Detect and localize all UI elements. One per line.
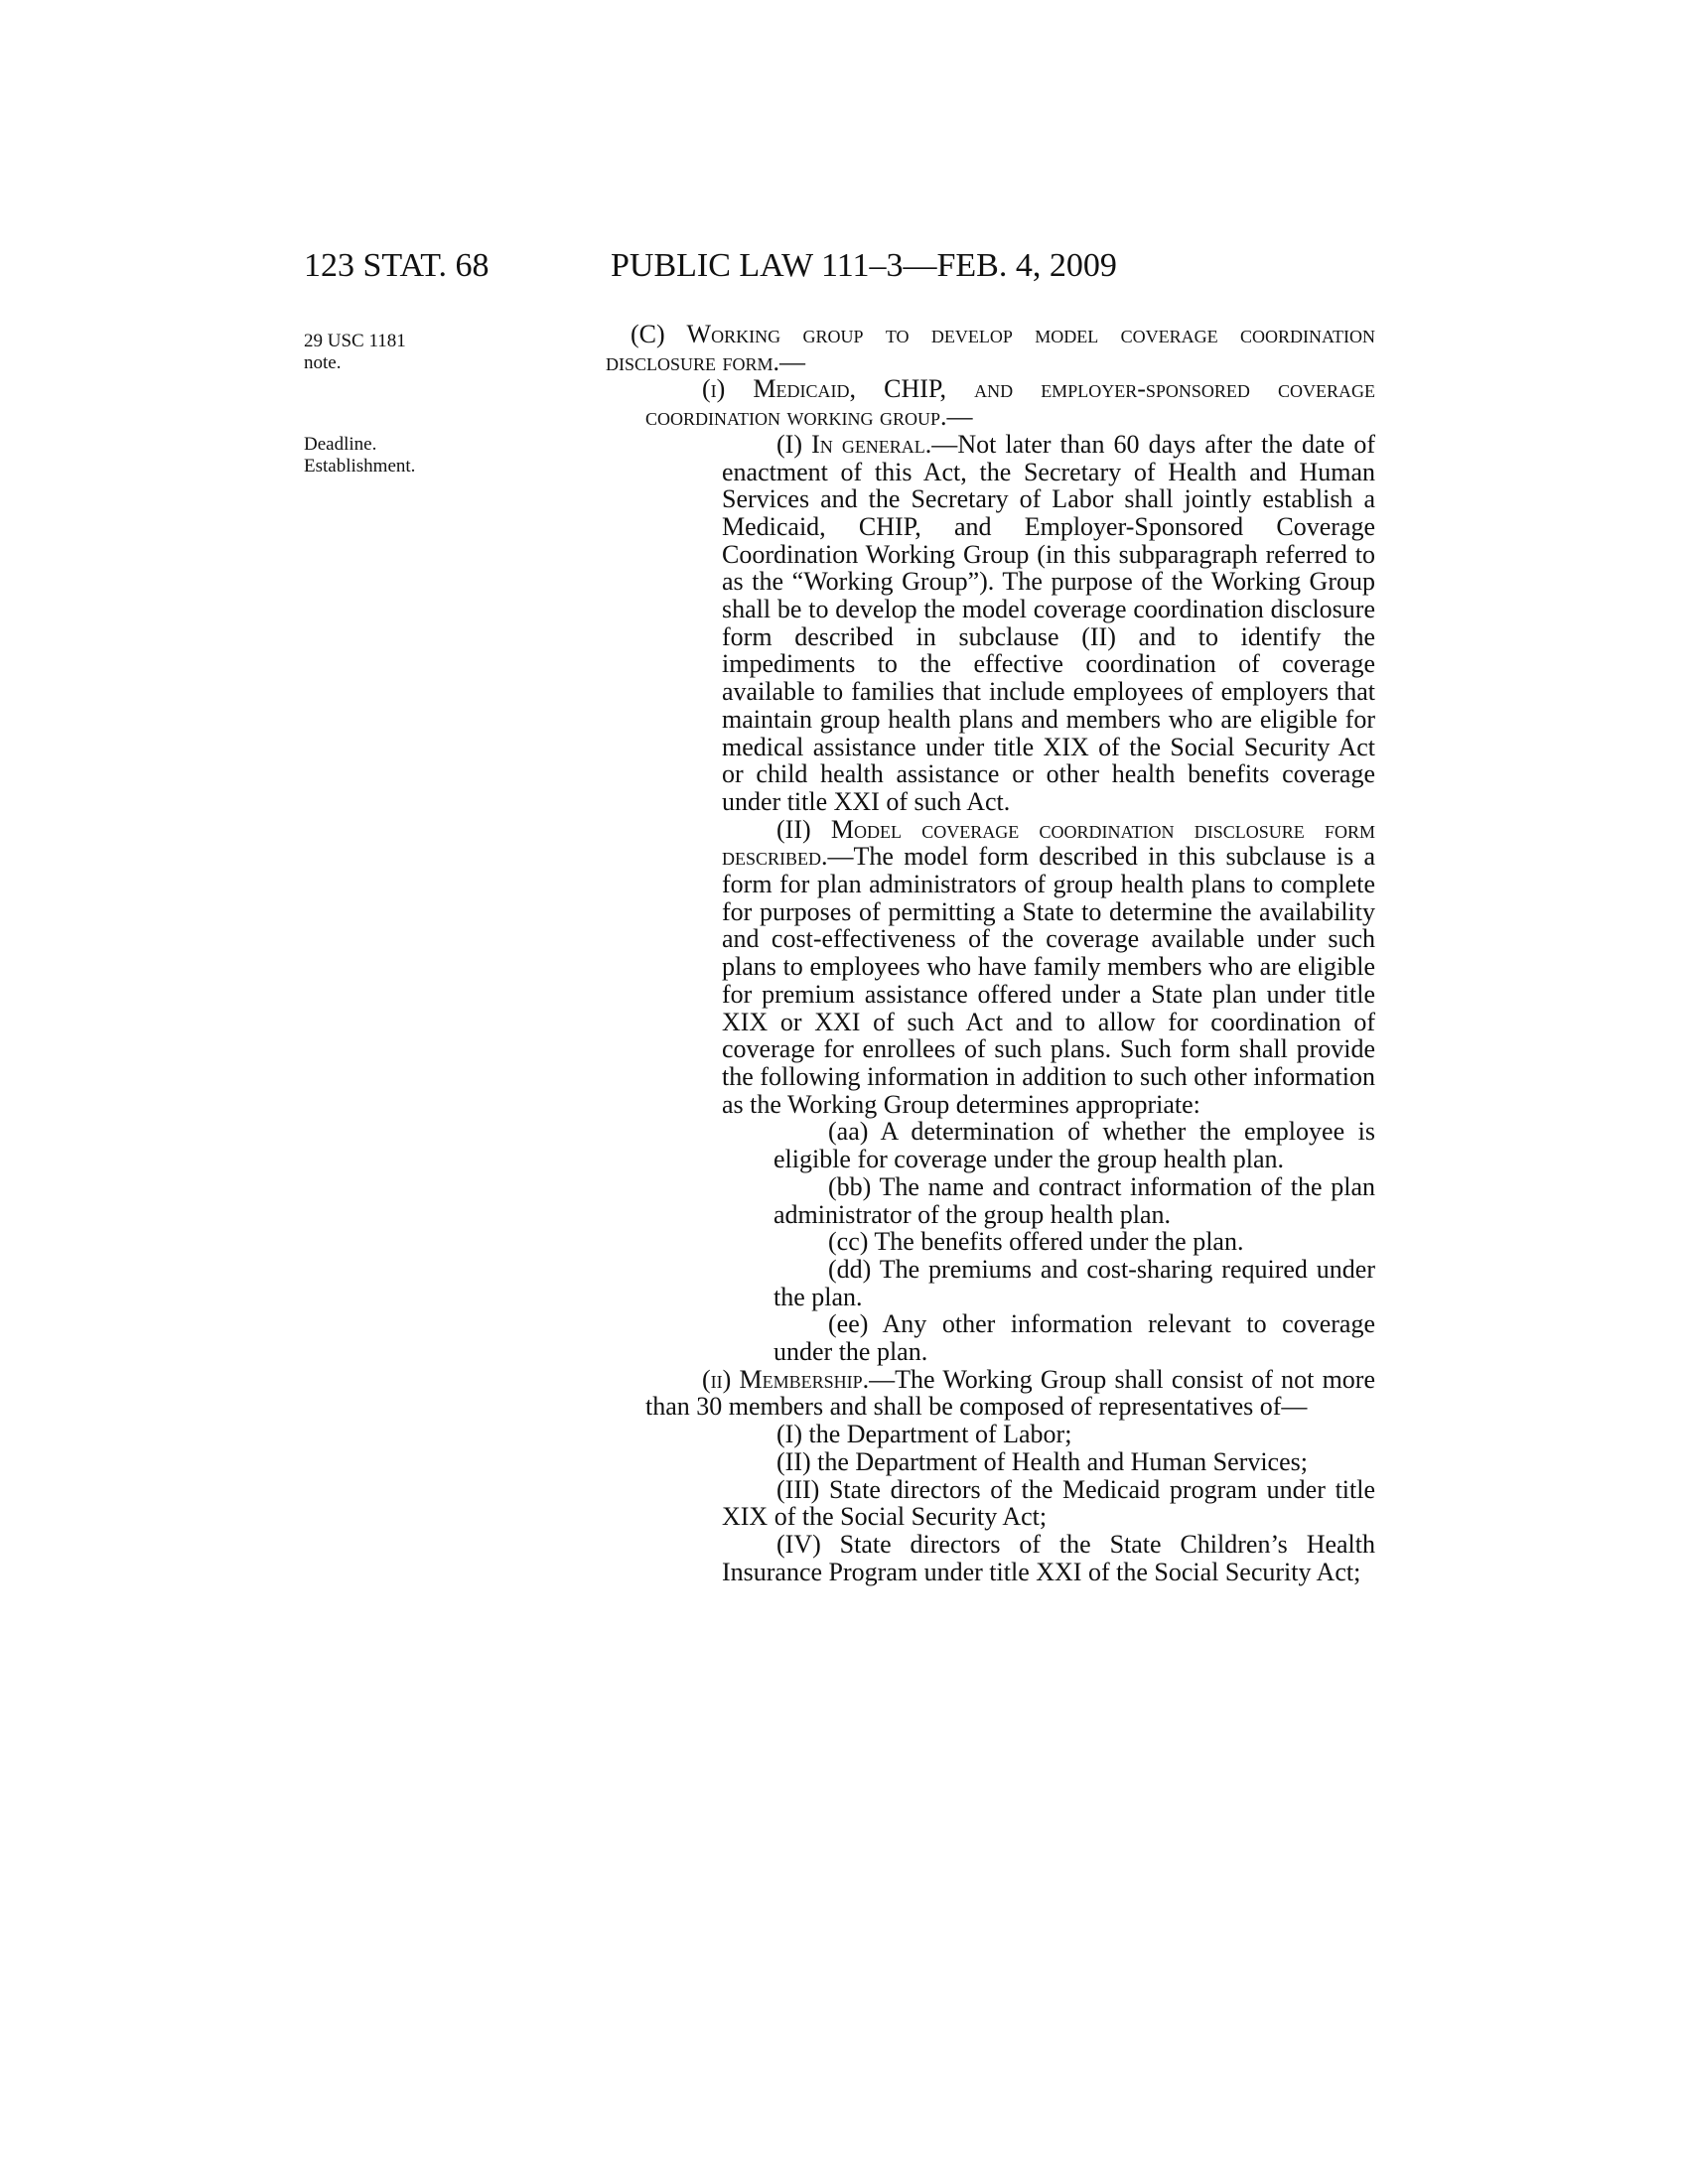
page-title: PUBLIC LAW 111–3—FEB. 4, 2009: [611, 247, 1117, 284]
member-I: (I) the Department of Labor;: [776, 1420, 1072, 1449]
margin-note-usc-line2: note.: [304, 352, 342, 373]
subclause-II-heading: (II) Model coverage coordination disclosure form described.—: [722, 814, 1375, 872]
item-dd: (dd) The premiums and cost-sharing required under the plan.: [774, 1254, 1375, 1311]
clause-ii: [606, 1366, 1375, 1421]
statute-body: [606, 321, 1375, 1585]
subclause-I-text: Not later than 60 days after the date of enactment of this Act, the Secretary of Health and Human Services and the Secretary of Labor shall jointly establish a Medicaid, CHIP, and Employer-Sponsored Coverage Coordination Working Group (in this subparagraph referred to as the “Working Group”). The purpose of the Working Group shall be to develop the model coverage coordination disclosure form described in subclause (II) and to identify the impediments to the effective coordination of coverage available to families that include employees of employers that maintain group health plans and members who are eligible for medical assistance under title XIX of the Social Security Act or child health assistance or other health benefits coverage under title XXI of such Act.: [722, 429, 1376, 816]
member-IV: (IV) State directors of the State Children’s Health Insurance Program under title XXI of the Social Security Act;: [722, 1529, 1375, 1586]
margin-note-deadline-line2: Establishment.: [304, 456, 416, 477]
stat-citation: 123 STAT. 68: [304, 247, 490, 284]
clause-ii-heading: (ii) Membership.—: [702, 1364, 896, 1394]
member-II: (II) the Department of Health and Human Services;: [776, 1446, 1308, 1476]
margin-note-usc: [304, 331, 473, 374]
item-ee: (ee) Any other information relevant to coverage under the plan.: [774, 1309, 1375, 1367]
margin-note-deadline: [304, 434, 473, 478]
subclause-II-text: The model form described in this subclause is a form for plan administrators of group health plans to complete for purposes of permitting a State to determine the availability and cost-effectiveness of the coverage available under such plans to employees who have family members who are eligible for premium assistance offered under a State plan under title XIX or XXI of such Act and to allow for coordination of coverage for enrollees of such plans. Such form shall provide the following information in addition to such other information as the Working Group determines appropriate:: [722, 842, 1375, 1119]
member-III: (III) State directors of the Medicaid program under title XIX of the Social Security Act;: [722, 1474, 1375, 1532]
subclause-II: [606, 816, 1375, 1119]
clause-i-heading: (i) Medicaid, CHIP, and employer-sponsored coverage coordination working group.—: [645, 374, 1375, 432]
subparagraph-c-heading: (C) Working group to develop model coverage coordination disclosure form.—: [606, 320, 1375, 376]
item-aa: (aa) A determination of whether the employee is eligible for coverage under the group health plan.: [774, 1117, 1375, 1174]
margin-note-deadline-line1: Deadline.: [304, 434, 377, 455]
item-cc: (cc) The benefits offered under the plan.: [828, 1227, 1244, 1257]
subclause-I-heading: (I) In general.—: [776, 429, 958, 459]
subclause-I: [606, 431, 1375, 816]
item-bb: (bb) The name and contract information of the plan administrator of the group health plan.: [774, 1171, 1375, 1229]
margin-note-usc-line1: 29 USC 1181: [304, 331, 406, 351]
clause-ii-text: The Working Group shall consist of not more than 30 members and shall be composed of representatives of—: [645, 1364, 1375, 1422]
